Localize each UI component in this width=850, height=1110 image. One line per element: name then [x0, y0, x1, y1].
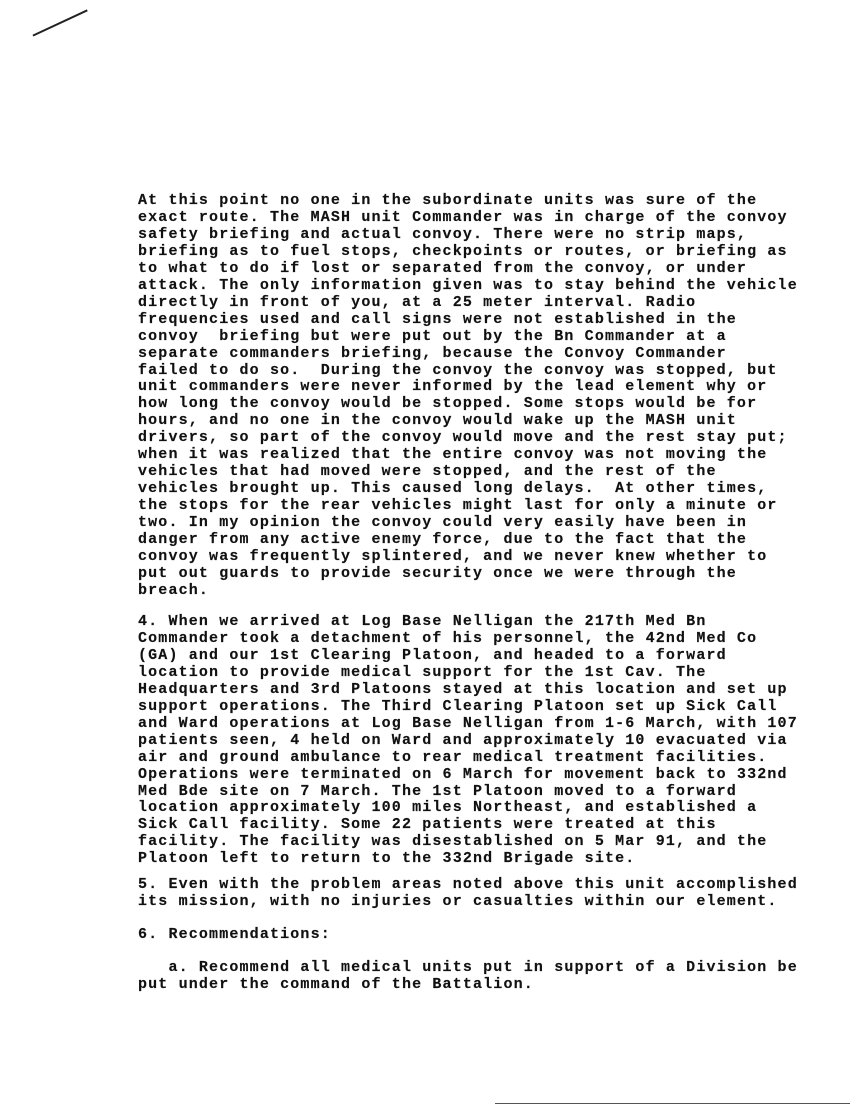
text-line: put out guards to provide security once we were through the [138, 564, 737, 582]
text-line: 4. When we arrived at Log Base Nelligan the 217th Med Bn [138, 613, 707, 630]
text-line: danger from any active enemy force, due to the fact that the [138, 531, 748, 549]
text-line: separate commanders briefing, because the Convoy Commander [138, 344, 727, 362]
paragraph-5 [138, 877, 798, 911]
text-line: directly in front of you, at a 25 meter interval. Radio [138, 293, 697, 311]
text-line: briefing as to fuel stops, checkpoints or routes, or briefing as [138, 242, 788, 260]
text-line: and Ward operations at Log Base Nelligan from 1-6 March, with 107 [138, 714, 798, 732]
text-line: Operations were terminated on 6 March for movement back to 332nd [138, 765, 788, 783]
text-line: air and ground ambulance to rear medical treatment facilities. [138, 748, 768, 766]
text-line: (GA) and our 1st Clearing Platoon, and headed to a forward [138, 646, 727, 664]
text-line: Commander took a detachment of his personnel, the 42nd Med Co [138, 629, 758, 647]
text-line: failed to do so. During the convoy the convoy was stopped, but [138, 361, 778, 379]
text-line: when it was realized that the entire convoy was not moving the [138, 446, 768, 464]
text-line: attack. The only information given was to stay behind the vehicle [138, 276, 798, 294]
paragraph-4 [138, 614, 798, 868]
text-line: convoy briefing but were put out by the Bn Commander at a [138, 327, 727, 345]
text-line: support operations. The Third Clearing Platoon set up Sick Call [138, 697, 778, 715]
text-line: patients seen, 4 held on Ward and approximately 10 evacuated via [138, 731, 788, 749]
text-line: its mission, with no injuries or casualties within our element. [138, 892, 778, 910]
text-line: At this point no one in the subordinate units was sure of the [138, 192, 758, 209]
text-line: safety briefing and actual convoy. There were no strip maps, [138, 225, 748, 243]
text-line: to what to do if lost or separated from the convoy, or under [138, 259, 748, 277]
text-line: vehicles that had moved were stopped, and the rest of the [138, 463, 717, 481]
text-line: Med Bde site on 7 March. The 1st Platoon moved to a forward [138, 782, 737, 800]
text-line: Platoon left to return to the 332nd Brigade site. [138, 850, 636, 868]
text-line: convoy was frequently splintered, and we never knew whether to [138, 548, 768, 566]
text-line: location to provide medical support for the 1st Cav. The [138, 663, 707, 681]
text-line: unit commanders were never informed by the lead element why or [138, 378, 768, 396]
text-line: breach. [138, 581, 210, 599]
scan-mark [32, 9, 87, 36]
text-line: the stops for the rear vehicles might last for only a minute or [138, 497, 778, 515]
text-line: facility. The facility was disestablished on 5 Mar 91, and the [138, 833, 768, 851]
text-line: how long the convoy would be stopped. Some stops would be for [138, 395, 758, 413]
text-line: Headquarters and 3rd Platoons stayed at this location and set up [138, 680, 788, 698]
text-line: frequencies used and call signs were not established in the [138, 310, 737, 328]
text-line: two. In my opinion the convoy could very easily have been in [138, 514, 748, 532]
text-line: exact route. The MASH unit Commander was in charge of the convoy [138, 208, 788, 226]
text-line: hours, and no one in the convoy would wake up the MASH unit [138, 412, 737, 430]
paragraph-6-heading [138, 927, 331, 944]
text-line: Sick Call facility. Some 22 patients were treated at this [138, 816, 717, 834]
paragraph-6a [138, 960, 798, 994]
text-line: vehicles brought up. This caused long delays. At other times, [138, 480, 768, 498]
text-line: put under the command of the Battalion. [138, 975, 534, 993]
paragraph-convoy [138, 193, 798, 600]
text-line: 6. Recommendations: [138, 926, 331, 943]
scan-mark [495, 1103, 850, 1104]
text-line: location approximately 100 miles Northeast, and established a [138, 799, 758, 817]
text-line: 5. Even with the problem areas noted above this unit accomplished [138, 876, 798, 893]
text-line: a. Recommend all medical units put in support of a Division be [138, 959, 798, 976]
text-line: drivers, so part of the convoy would move and the rest stay put; [138, 429, 788, 447]
